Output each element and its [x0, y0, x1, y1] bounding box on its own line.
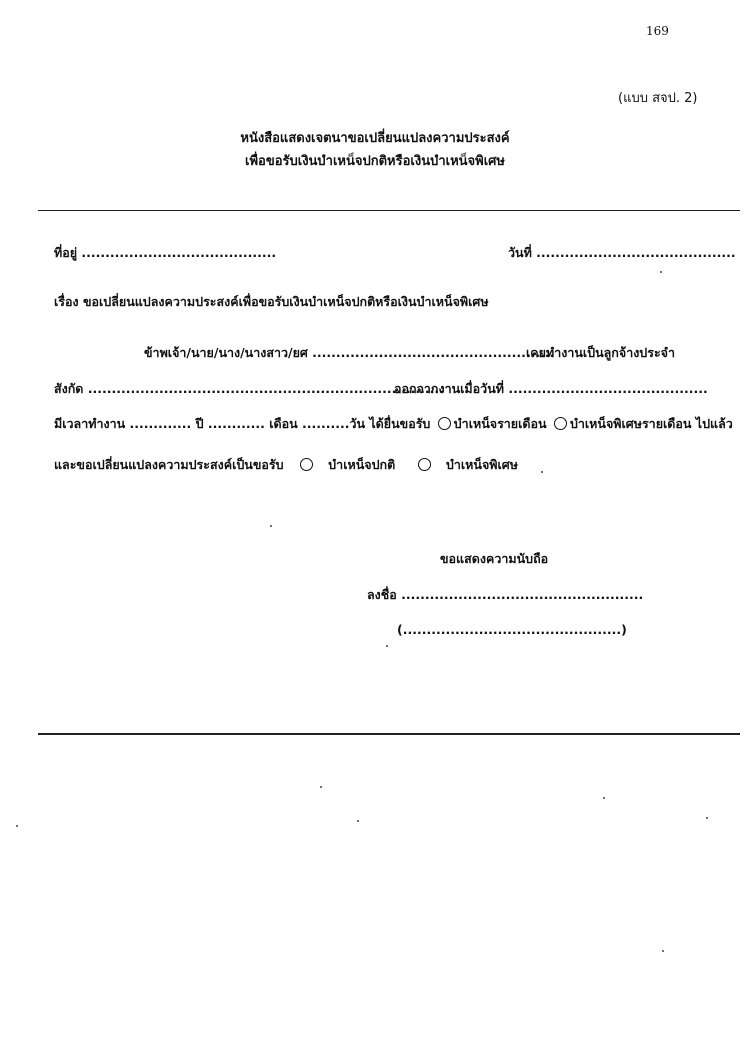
scan-speck — [16, 825, 18, 827]
employment-text: เคยทำงานเป็นลูกจ้างประจำ — [526, 345, 676, 360]
scan-speck — [706, 817, 708, 819]
subject-line: เรื่อง ขอเปลี่ยนแปลงความประสงค์เพื่อขอรับเงินบำเหน็จปกติหรือเงินบำเหน็จพิเศษ — [54, 294, 489, 309]
scan-speck — [660, 271, 662, 273]
option-regular-label: บำเหน็จปกติ — [328, 457, 396, 472]
signature-name-field[interactable]: (..............................................) — [397, 622, 627, 637]
unit-field[interactable]: สังกัด ........................................................................... — [54, 381, 444, 396]
option-monthly-label: บำเหน็จรายเดือน — [453, 416, 547, 431]
option-special-monthly-label: บำเหน็จพิเศษรายเดือน ไปแล้ว — [569, 416, 733, 431]
change-request-line — [54, 455, 518, 475]
option-special-monthly-radio[interactable] — [554, 417, 567, 430]
change-request-text: และขอเปลี่ยนแปลงความประสงค์เป็นขอรับ — [54, 457, 284, 472]
address-field[interactable]: ที่อยู่ ......................................... — [54, 245, 277, 260]
option-regular-radio[interactable] — [300, 458, 313, 471]
document-title: หนังสือแสดงเจตนาขอเปลี่ยนแปลงความประสงค์ — [240, 131, 510, 146]
option-special-label: บำเหน็จพิเศษ — [445, 457, 518, 472]
scan-speck — [270, 525, 272, 527]
option-special-radio[interactable] — [418, 458, 431, 471]
signature-field[interactable]: ลงชื่อ ................................................... — [367, 587, 644, 602]
scan-speck — [386, 645, 388, 647]
scan-speck — [541, 471, 543, 473]
work-duration-field[interactable]: มีเวลาทำงาน ............. ปี ............ เดือน ..........วัน ได้ยื่นขอรับ — [54, 416, 431, 431]
scan-speck — [662, 950, 664, 952]
option-monthly-radio[interactable] — [438, 417, 451, 430]
scan-speck — [357, 820, 359, 822]
form-code: (แบบ สจป. 2) — [618, 91, 698, 106]
resign-date-field[interactable]: ออกจากงานเมื่อวันที่ .......................................... — [394, 381, 708, 396]
closing-text: ขอแสดงความนับถือ — [440, 551, 549, 566]
name-field[interactable]: ข้าพเจ้า/นาย/นาง/นางสาว/ยศ ................................................... — [144, 345, 555, 360]
page-number: 169 — [646, 24, 669, 38]
date-field[interactable]: วันที่ .......................................... — [508, 245, 736, 260]
document-subtitle: เพื่อขอรับเงินบำเหน็จปกติหรือเงินบำเหน็จพิเศษ — [245, 154, 505, 169]
scan-speck — [320, 786, 322, 788]
work-duration-line — [54, 414, 733, 434]
scan-speck — [603, 797, 605, 799]
